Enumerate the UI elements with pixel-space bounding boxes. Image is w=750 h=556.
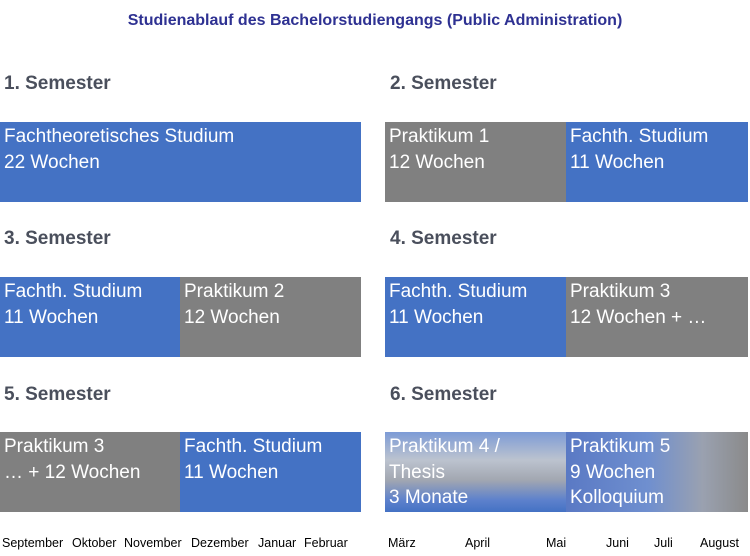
semester-1-block-study: [0, 122, 361, 202]
month-label: Juni: [606, 536, 629, 550]
semester-1-label: 1. Semester: [4, 73, 111, 94]
semester-6-block-thesis: [385, 432, 566, 512]
month-label: Juli: [654, 536, 673, 550]
semester-2-block-internship: [385, 122, 566, 202]
block-line: … + 12 Wochen: [4, 461, 141, 483]
month-label: Februar: [304, 536, 348, 550]
block-line: 11 Wochen: [570, 151, 665, 173]
block-line: Fachth. Studium: [4, 281, 143, 302]
semester-5-block-study: [180, 432, 361, 512]
block-line: Praktikum 3: [570, 281, 671, 302]
semester-3-block-study: [0, 277, 180, 357]
semester-3-label: 3. Semester: [4, 228, 111, 249]
semester-6-row: [385, 432, 748, 512]
semester-5-row: [0, 432, 361, 512]
block-line: Praktikum 3: [4, 436, 105, 457]
semester-3-row: [0, 277, 361, 357]
month-label: Mai: [546, 536, 567, 550]
semester-6-label: 6. Semester: [390, 384, 497, 405]
month-label: August: [700, 536, 739, 550]
semester-2-label: 2. Semester: [390, 73, 497, 94]
semester-4-label: 4. Semester: [390, 228, 497, 249]
block-line: 12 Wochen + …: [570, 306, 707, 328]
block-line: 12 Wochen: [184, 306, 280, 328]
semester-4-block-study: [385, 277, 566, 357]
semester-2-row: [385, 122, 748, 202]
block-line: Praktikum 2: [184, 281, 285, 302]
block-line: Fachtheoretisches Studium: [4, 126, 235, 147]
month-label: Dezember: [191, 536, 249, 550]
semester-3-block-internship: [180, 277, 361, 357]
month-label: September: [2, 536, 64, 550]
semester-4-block-internship: [566, 277, 748, 357]
block-line: 11 Wochen: [184, 461, 279, 483]
block-line: 11 Wochen: [4, 306, 99, 328]
block-line: Fachth. Studium: [389, 281, 528, 302]
block-line: Fachth. Studium: [570, 126, 709, 147]
semester-6-block-colloquium: [566, 432, 748, 512]
semester-4-row: [385, 277, 748, 357]
block-line: 22 Wochen: [4, 151, 100, 173]
semester-5-label: 5. Semester: [4, 384, 111, 405]
block-line: 12 Wochen: [389, 151, 485, 173]
block-line: 9 Wochen: [570, 461, 656, 483]
block-line: Praktikum 4 /: [389, 436, 500, 457]
block-line: Fachth. Studium: [184, 436, 323, 457]
semester-1-row: [0, 122, 361, 202]
diagram-title: Studienablauf des Bachelorstudiengangs (Public Administration): [127, 12, 623, 29]
month-label: Oktober: [72, 536, 117, 550]
block-line: 3 Monate: [389, 487, 469, 508]
semester-5-block-internship: [0, 432, 180, 512]
block-line: Kolloquium: [570, 487, 664, 508]
block-line: Praktikum 1: [389, 126, 490, 147]
month-label: März: [388, 536, 416, 550]
semester-2-block-study: [566, 122, 748, 202]
month-label: Januar: [258, 536, 297, 550]
block-line: Praktikum 5: [570, 436, 671, 457]
month-label: April: [465, 536, 491, 550]
month-label: November: [124, 536, 182, 550]
block-line: Thesis: [389, 461, 445, 483]
block-line: 11 Wochen: [389, 306, 484, 328]
